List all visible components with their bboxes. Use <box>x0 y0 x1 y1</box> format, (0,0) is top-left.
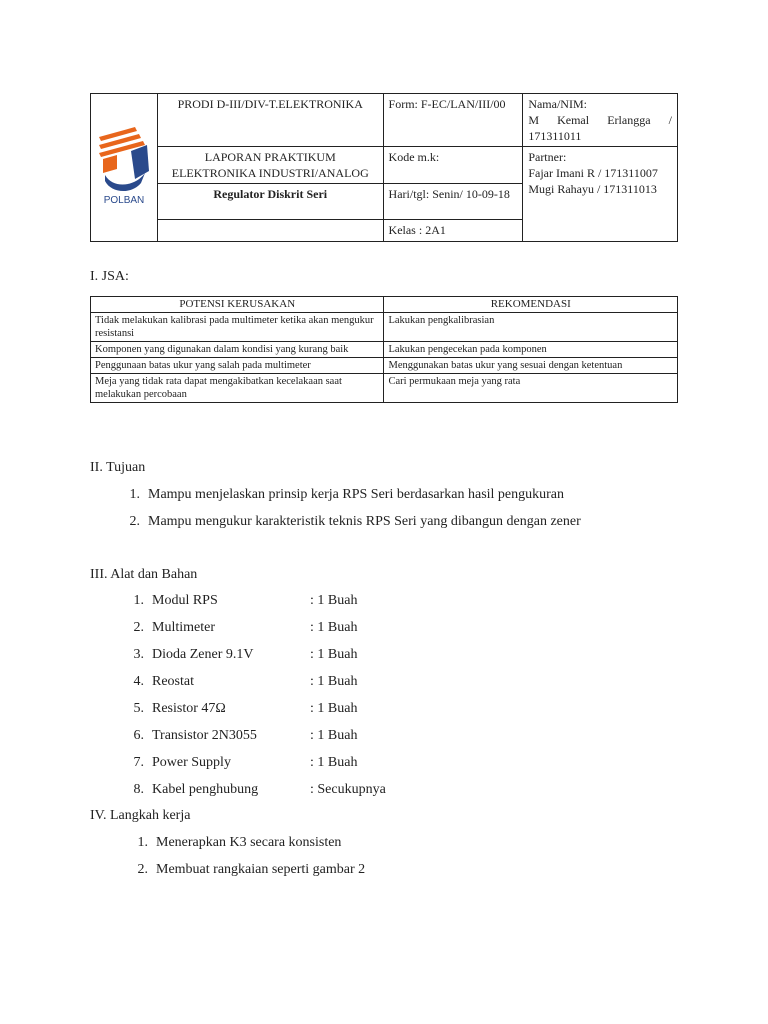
jsa-potensi: Komponen yang digunakan dalam kondisi yang kurang baik <box>91 342 384 358</box>
list-number: 2. <box>137 862 148 877</box>
item-qty: : 1 Buah <box>310 647 358 662</box>
section-alat-heading: III. Alat dan Bahan <box>90 567 198 582</box>
jsa-rekomendasi: Menggunakan batas ukur yang sesuai dengan ketentuan <box>384 358 678 374</box>
section-tujuan-heading: II. Tujuan <box>90 460 146 475</box>
jsa-rekomendasi: Lakukan pengecekan pada komponen <box>384 342 678 358</box>
table-row <box>91 358 678 374</box>
list-number: 2. <box>133 620 144 635</box>
form-cell: Form: F-EC/LAN/III/00 <box>383 94 523 147</box>
list-item <box>122 592 386 619</box>
item-qty: : 1 Buah <box>310 593 358 608</box>
list-item <box>118 486 564 504</box>
list-number: 3. <box>133 647 144 662</box>
list-item <box>122 754 386 781</box>
item-name: Power Supply <box>152 755 231 770</box>
partner-1: Fajar Imani R / 171311007 <box>528 166 658 180</box>
jsa-potensi: Tidak melakukan kalibrasi pada multimeter ketika akan mengukur resistansi <box>91 313 384 342</box>
list-number: 6. <box>133 728 144 743</box>
kode-cell: Kode m.k: <box>383 147 523 184</box>
hari-cell: Hari/tgl: Senin/ 10-09-18 <box>383 184 523 220</box>
svg-text:POLBAN: POLBAN <box>103 194 145 206</box>
list-number: 1. <box>133 593 144 608</box>
list-number: 5. <box>133 701 144 716</box>
list-item <box>122 646 386 673</box>
alat-list <box>122 592 386 808</box>
nama-cell <box>523 94 678 147</box>
list-item <box>122 700 386 727</box>
nama-value: M Kemal Erlangga / 171311011 <box>528 113 672 143</box>
jsa-table <box>90 296 678 403</box>
partner-label: Partner: <box>528 150 567 164</box>
item-name: Resistor 47Ω <box>152 701 226 716</box>
kelas-cell: Kelas : 2A1 <box>383 220 523 242</box>
list-number: 4. <box>133 674 144 689</box>
jsa-rekomendasi: Cari permukaan meja yang rata <box>384 374 678 403</box>
jsa-potensi: Penggunaan batas ukur yang salah pada multimeter <box>91 358 384 374</box>
list-item <box>122 781 386 808</box>
empty-cell <box>157 220 383 242</box>
list-number: 1. <box>129 487 140 502</box>
item-name: Transistor 2N3055 <box>152 728 257 743</box>
partner-cell <box>523 147 678 242</box>
list-item <box>122 727 386 754</box>
item-qty: : Secukupnya <box>310 782 386 797</box>
list-item <box>126 834 341 852</box>
item-qty: : 1 Buah <box>310 755 358 770</box>
item-name: Multimeter <box>152 620 215 635</box>
item-qty: : 1 Buah <box>310 701 358 716</box>
list-number: 1. <box>137 835 148 850</box>
list-item <box>122 673 386 700</box>
item-qty: : 1 Buah <box>310 620 358 635</box>
partner-2: Mugi Rahayu / 171311013 <box>528 182 657 196</box>
item-qty: : 1 Buah <box>310 728 358 743</box>
prodi-cell: PRODI D-III/DIV-T.ELEKTRONIKA <box>157 94 383 147</box>
logo-cell <box>91 94 158 242</box>
item-name: Modul RPS <box>152 593 218 608</box>
polban-logo-icon <box>95 125 153 207</box>
jsa-col-rekomendasi: REKOMENDASI <box>384 297 678 313</box>
list-number: 2. <box>129 514 140 529</box>
section-langkah-heading: IV. Langkah kerja <box>90 808 191 823</box>
section-jsa-heading: I. JSA: <box>90 269 129 284</box>
list-text: Membuat rangkaian seperti gambar 2 <box>156 862 366 877</box>
table-row <box>91 342 678 358</box>
list-item <box>122 619 386 646</box>
header-table <box>90 93 678 242</box>
list-item <box>118 513 581 531</box>
item-name: Kabel penghubung <box>152 782 259 797</box>
judul-cell: Regulator Diskrit Seri <box>157 184 383 220</box>
item-name: Reostat <box>152 674 194 689</box>
list-item <box>126 861 365 879</box>
item-name: Dioda Zener 9.1V <box>152 647 254 662</box>
jsa-col-potensi: POTENSI KERUSAKAN <box>91 297 384 313</box>
list-text: Mampu menjelaskan prinsip kerja RPS Seri berdasarkan hasil pengukuran <box>148 487 565 502</box>
table-row <box>91 374 678 403</box>
nama-label: Nama/NIM: <box>528 97 587 111</box>
table-row <box>91 313 678 342</box>
jsa-rekomendasi: Lakukan pengkalibrasian <box>384 313 678 342</box>
laporan-cell: LAPORAN PRAKTIKUM ELEKTRONIKA INDUSTRI/ANALOG <box>157 147 383 184</box>
list-number: 8. <box>133 782 144 797</box>
list-text: Menerapkan K3 secara konsisten <box>156 835 342 850</box>
item-qty: : 1 Buah <box>310 674 358 689</box>
list-number: 7. <box>133 755 144 770</box>
jsa-potensi: Meja yang tidak rata dapat mengakibatkan kecelakaan saat melakukan percobaan <box>91 374 384 403</box>
list-text: Mampu mengukur karakteristik teknis RPS Seri yang dibangun dengan zener <box>148 514 581 529</box>
